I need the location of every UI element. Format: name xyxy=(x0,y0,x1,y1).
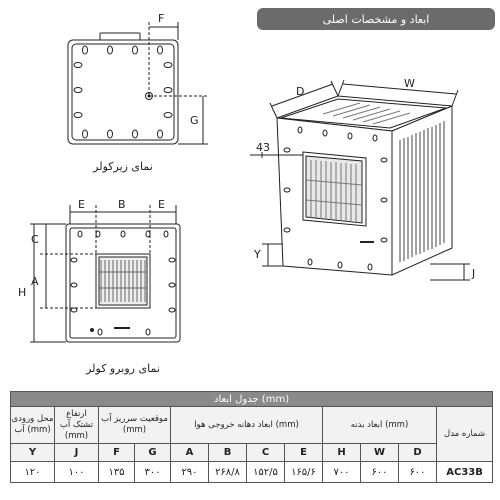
cell-model: AC33B xyxy=(437,462,493,483)
cell-c: ۱۵۲/۵ xyxy=(247,462,285,483)
dim-label-e-left: E xyxy=(78,198,85,211)
sub-h: H xyxy=(323,444,361,462)
sub-g: G xyxy=(135,444,171,462)
header-water-inlet: محل ورودی آب (mm) xyxy=(11,407,55,444)
sub-a: A xyxy=(171,444,209,462)
cell-a: ۲۹۰ xyxy=(171,462,209,483)
isometric-view xyxy=(250,80,470,280)
sub-c: C xyxy=(247,444,285,462)
dim-label-b: B xyxy=(118,198,126,211)
dim-label-a: A xyxy=(31,275,39,288)
header-model: شماره مدل xyxy=(437,407,493,462)
dim-label-43: 43 xyxy=(256,141,270,154)
dim-label-y: Y xyxy=(254,248,261,261)
header-tank-height: ارتفاع تشتک آب (mm) xyxy=(55,407,99,444)
bottom-view-caption: نمای زیرکولر xyxy=(93,160,153,173)
front-view xyxy=(30,205,180,342)
cell-b: ۲۶۸/۸ xyxy=(209,462,247,483)
cell-y: ۱۲۰ xyxy=(11,462,55,483)
sub-b: B xyxy=(209,444,247,462)
header-body: ابعاد بدنه (mm) xyxy=(323,407,437,444)
cell-e: ۱۶۵/۶ xyxy=(285,462,323,483)
dim-label-g: G xyxy=(190,114,199,127)
table-title: جدول ابعاد (mm) xyxy=(11,392,493,407)
sub-j: J xyxy=(55,444,99,462)
dim-label-h: H xyxy=(18,286,27,299)
dim-label-e-right: E xyxy=(158,198,165,211)
cell-d: ۶۰۰ xyxy=(399,462,437,483)
cell-j: ۱۰۰ xyxy=(55,462,99,483)
sub-w: W xyxy=(361,444,399,462)
sub-d: D xyxy=(399,444,437,462)
cell-w: ۶۰۰ xyxy=(361,462,399,483)
header-overflow: موقعیت سرریز آب (mm) xyxy=(99,407,171,444)
sub-y: Y xyxy=(11,444,55,462)
cell-f: ۱۳۵ xyxy=(99,462,135,483)
dim-label-d: D xyxy=(296,85,305,98)
cell-g: ۳۰۰ xyxy=(135,462,171,483)
sub-f: F xyxy=(99,444,135,462)
dimensions-table xyxy=(10,391,493,483)
front-view-caption: نمای روبرو کولر xyxy=(86,362,160,375)
bottom-view xyxy=(68,22,208,144)
table-row xyxy=(11,462,493,483)
header-outlet: ابعاد دهانه خروجی هوا (mm) xyxy=(171,407,323,444)
dim-label-c: C xyxy=(31,233,39,246)
dim-label-j: J xyxy=(472,267,476,280)
cell-h: ۷۰۰ xyxy=(323,462,361,483)
dim-label-w: W xyxy=(404,77,415,90)
sub-e: E xyxy=(285,444,323,462)
dim-label-f: F xyxy=(158,12,165,25)
section-title: ابعاد و مشخصات اصلی xyxy=(257,8,495,30)
